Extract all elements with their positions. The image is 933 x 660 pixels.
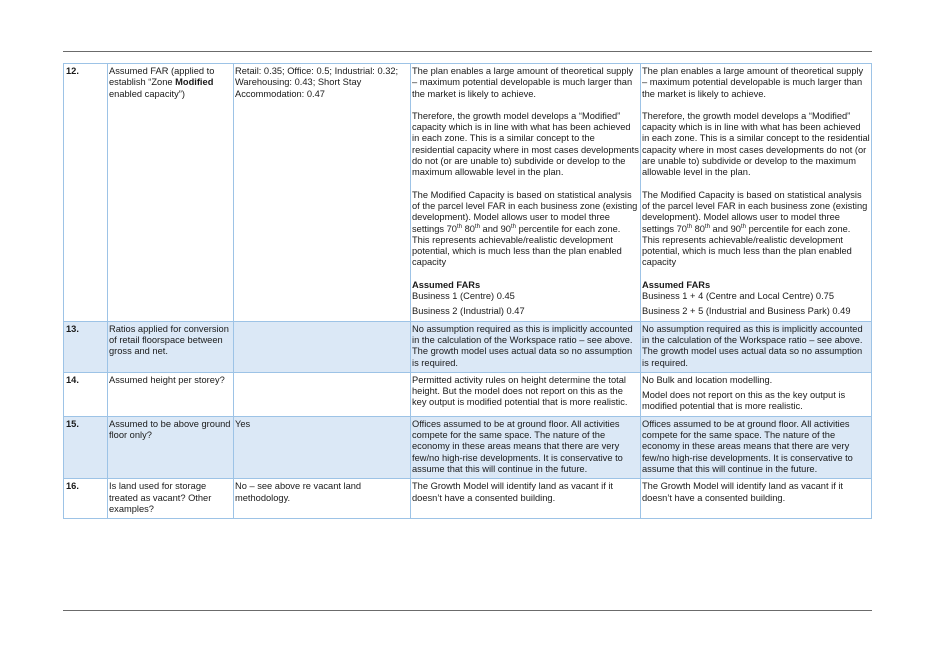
answer-cell: [234, 372, 411, 416]
question-cell: Assumed FAR (applied to establish “Zone Modified enabled capacity”): [108, 64, 234, 322]
question-cell: Assumed to be above ground floor only?: [108, 416, 234, 478]
paragraph: The plan enables a large amount of theoretical supply – maximum potential developable is much larger than the market is likely to achieve.: [412, 66, 634, 99]
growth-model-cell: Permitted activity rules on height determine the total height. But the model does not report on this as the key output is modified potential that is more realistic.: [411, 372, 641, 416]
growth-model-cell-alt: [641, 64, 872, 322]
row-number: 16.: [64, 479, 108, 519]
row-number: 12.: [64, 64, 108, 322]
far-value: Business 2 (Industrial) 0.47: [412, 306, 525, 317]
assumptions-table: [63, 63, 872, 519]
header-rule: [63, 51, 872, 52]
paragraph: Therefore, the growth model develops a “Modified” capacity which is in line with what has been achieved in each zone. This is a similar concept to the residential capacity where in most cases developments do not (or are unable to) subdivide or develop to the maximum allowable level in the plan.: [412, 110, 639, 178]
table-row: [64, 64, 872, 322]
paragraph: The Modified Capacity is based on statistical analysis of the parcel level FAR in each business zone (existing development). Model allows user to model three settings 70th 80th and 90th percentile for each zone. This represents achievable/realistic development potential, which is much less than the plan enabled capacity: [412, 189, 638, 268]
assumed-fars-heading: Assumed FARs: [412, 279, 481, 290]
question-cell: Is land used for storage treated as vacant? Other examples?: [108, 479, 234, 519]
growth-model-cell-alt: Offices assumed to be at ground floor. All activities compete for the same space. The nature of the economy in these areas means that there are very few/no high-rise developments. It is conservative to assume that this will continue in the future.: [641, 416, 872, 478]
far-value: Business 2 + 5 (Industrial and Business Park) 0.49: [642, 306, 851, 317]
row-number: 15.: [64, 416, 108, 478]
row-number: 14.: [64, 372, 108, 416]
paragraph: No Bulk and location modelling.: [642, 374, 773, 385]
answer-cell: Retail: 0.35; Office: 0.5; Industrial: 0.32; Warehousing: 0.43; Short Stay Accommodation: 0.47: [234, 64, 411, 322]
table-row: [64, 416, 872, 478]
table-row: [64, 372, 872, 416]
growth-model-cell: No assumption required as this is implicitly accounted in the calculation of the Workspace ratio – see above. The growth model uses actual data so no assumption is required.: [411, 321, 641, 372]
growth-model-cell-alt: No assumption required as this is implicitly accounted in the calculation of the Workspace ratio – see above. The growth model uses actual data so no assumption is required.: [641, 321, 872, 372]
question-cell: Ratios applied for conversion of retail floorspace between gross and net.: [108, 321, 234, 372]
paragraph: Therefore, the growth model develops a “Modified” capacity which is in line with what has been achieved in each zone. This is a similar concept to the residential capacity where in most cases developments do not (or are unable to) subdivide or develop to the maximum allowable level in the plan.: [642, 110, 870, 178]
growth-model-cell: The Growth Model will identify land as vacant if it doesn’t have a consented building.: [411, 479, 641, 519]
paragraph: The plan enables a large amount of theoretical supply – maximum potential developable is much larger than the market is likely to achieve.: [642, 66, 864, 99]
answer-cell: Yes: [234, 416, 411, 478]
paragraph: The Modified Capacity is based on statistical analysis of the parcel level FAR in each business zone (existing development). Model allows user to model three settings 70th 80th and 90th percentile for each zone. This represents achievable/realistic development potential, which is much less than the plan enabled capacity: [642, 189, 868, 268]
footer-rule: [63, 610, 872, 611]
table-row: [64, 479, 872, 519]
far-value: Business 1 (Centre) 0.45: [412, 291, 515, 302]
far-value: Business 1 + 4 (Centre and Local Centre) 0.75: [642, 291, 834, 302]
growth-model-cell-alt: [641, 372, 872, 416]
row-number: 13.: [64, 321, 108, 372]
growth-model-cell: Offices assumed to be at ground floor. All activities compete for the same space. The nature of the economy in these areas means that there are very few/no high-rise developments. It is conservative to assume that this will continue in the future.: [411, 416, 641, 478]
table-row: [64, 321, 872, 372]
growth-model-cell-alt: The Growth Model will identify land as vacant if it doesn’t have a consented building.: [641, 479, 872, 519]
answer-cell: [234, 321, 411, 372]
question-cell: Assumed height per storey?: [108, 372, 234, 416]
answer-cell: No – see above re vacant land methodology.: [234, 479, 411, 519]
assumed-fars-heading: Assumed FARs: [642, 279, 711, 290]
paragraph: Model does not report on this as the key output is modified potential that is more realistic.: [642, 390, 846, 412]
growth-model-cell: [411, 64, 641, 322]
